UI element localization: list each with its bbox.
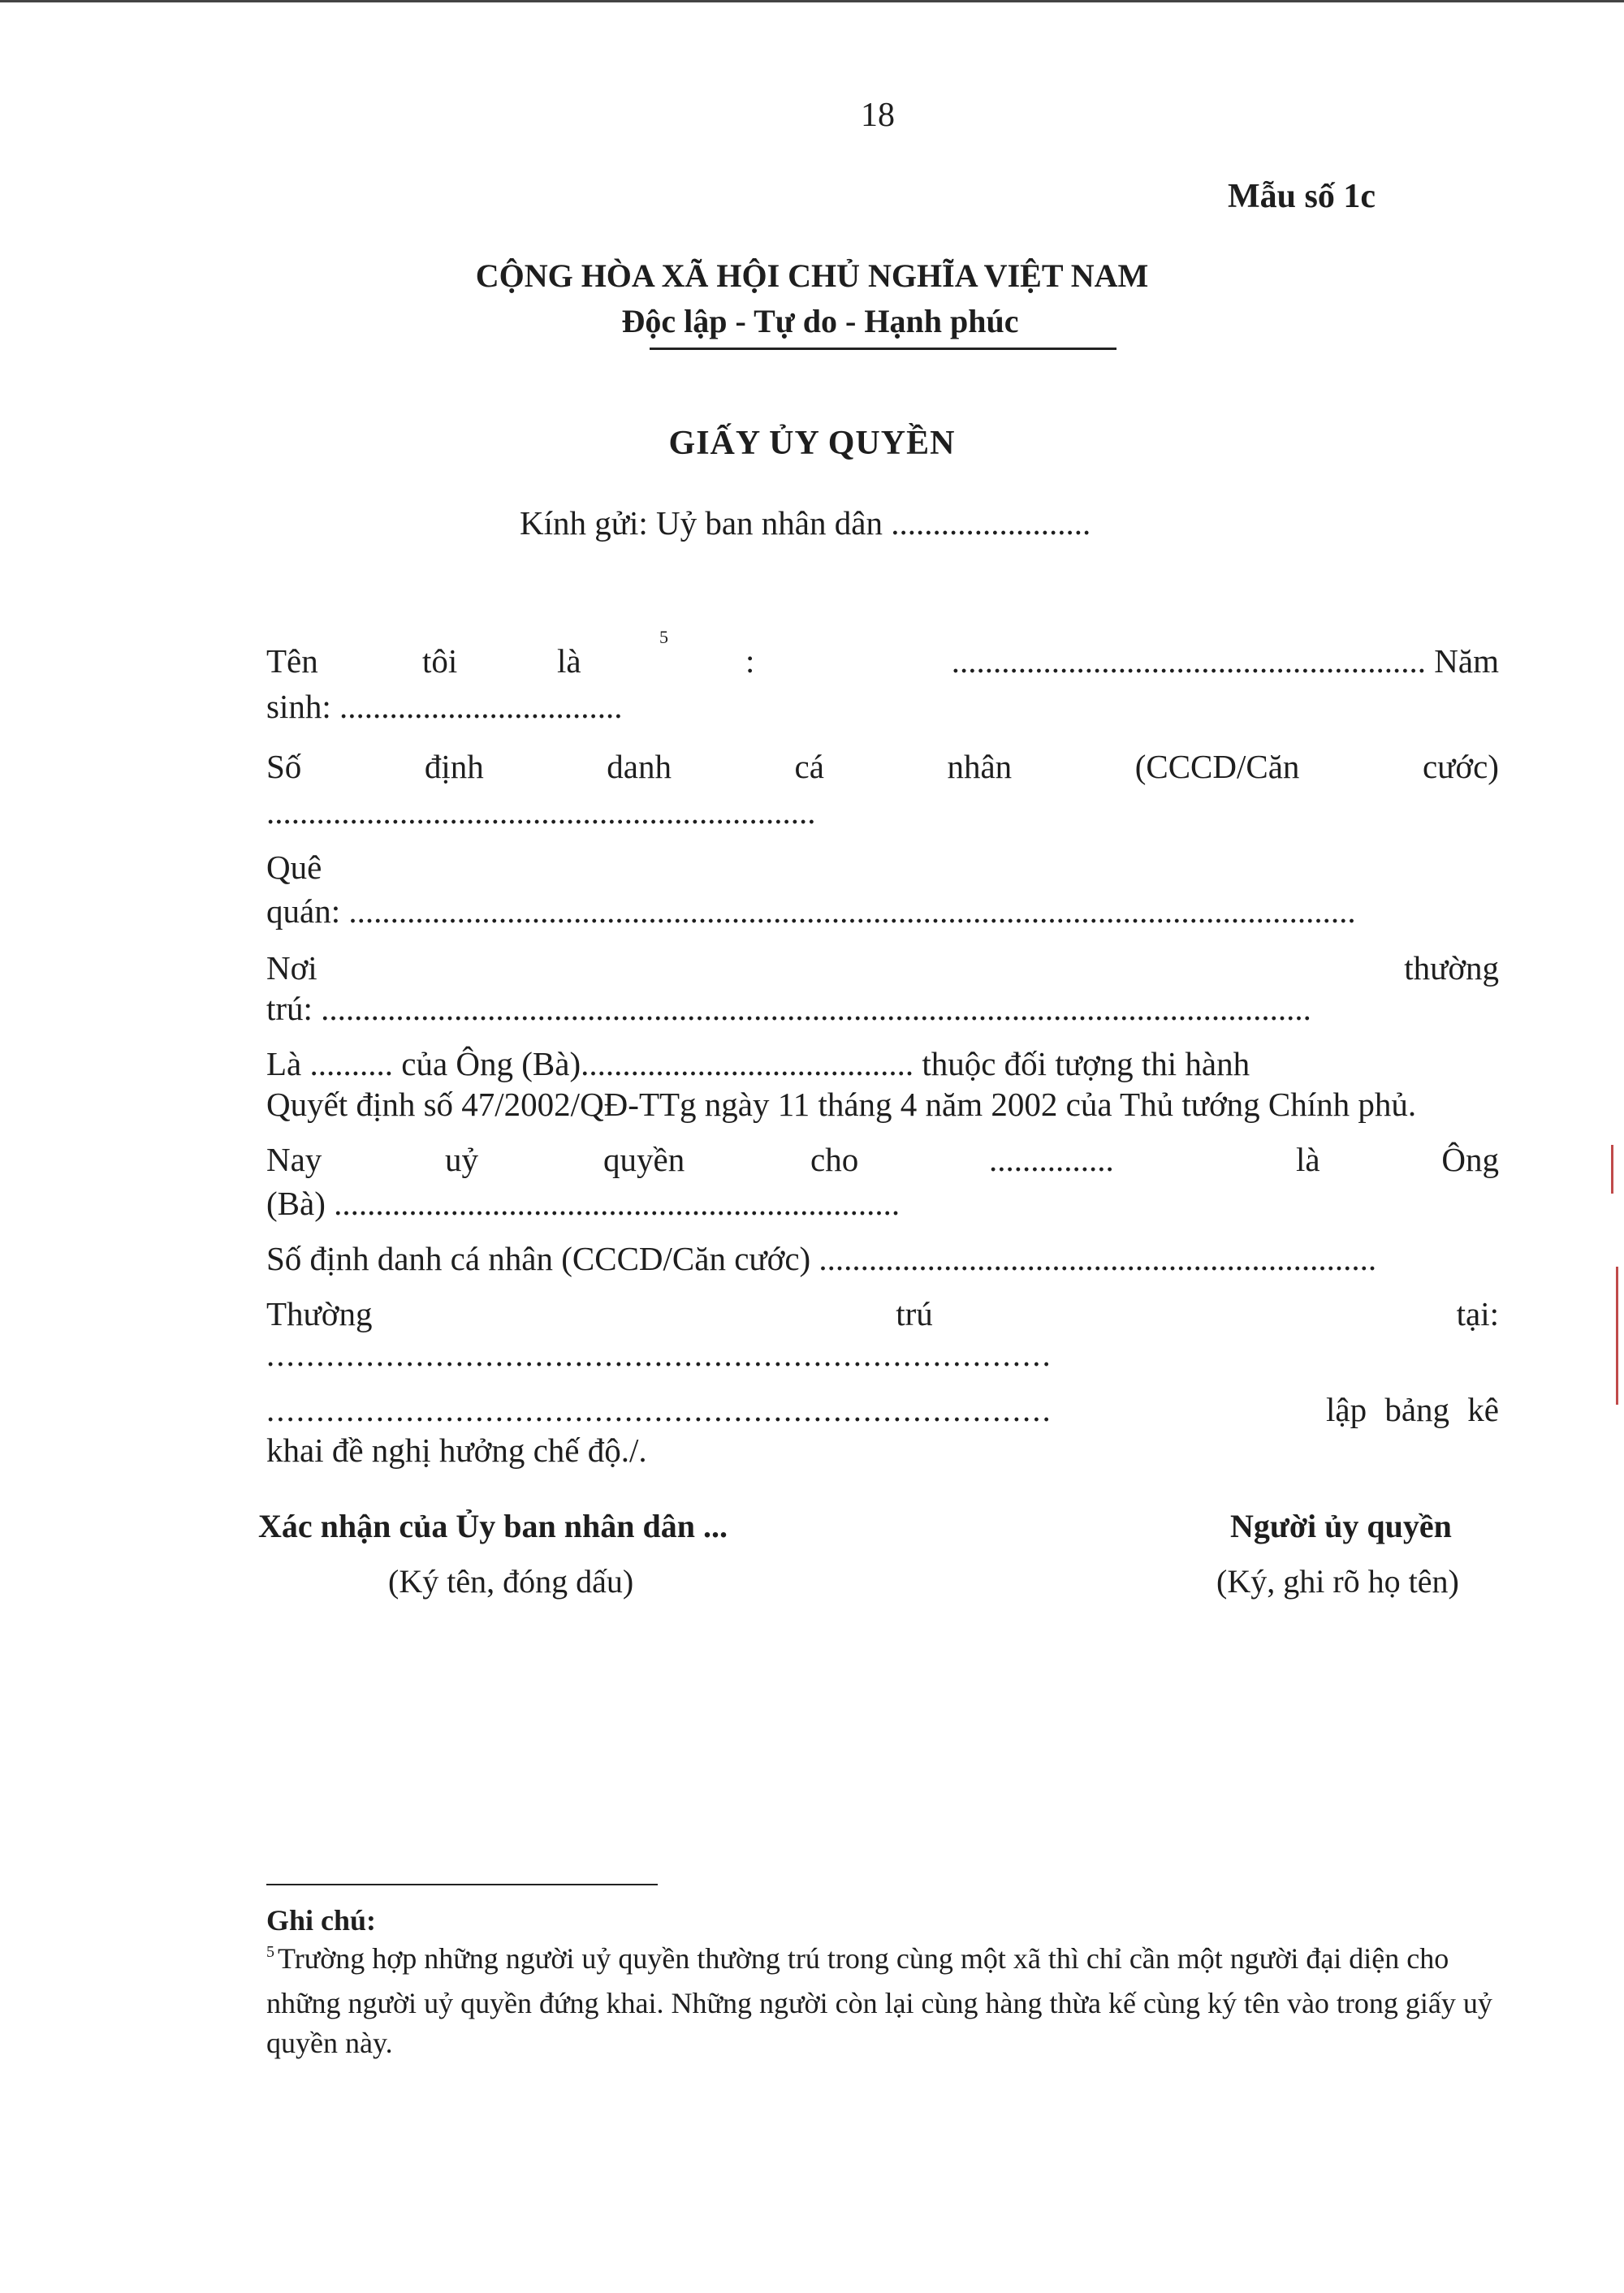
committee-confirmation-title: Xác nhận của Ủy ban nhân dân ...	[258, 1508, 728, 1544]
declare-tail: lập bảng kê	[1326, 1391, 1499, 1428]
footnote-body: Trường hợp những người uỷ quyền thường trú trong cùng một xã thì chỉ cần một người đại diện cho những người uỷ quyền đứng khai. Những người còn lại cùng hàng thừa kế cùng ký tên vào trong giấy uỷ quyền này.	[266, 1942, 1492, 2059]
page-number: 18	[861, 97, 895, 134]
relation-line: Là .......... của Ông (Bà)........................................ thuộc đối tượng thi hành	[266, 1045, 1250, 1082]
id-word: danh	[607, 748, 672, 785]
reside-word: trú	[896, 1295, 933, 1332]
birth-line: sinh: ..................................	[266, 688, 623, 725]
authorize-word: là	[1296, 1141, 1320, 1178]
declare-dots: ...............................................................................	[266, 1391, 1052, 1428]
national-title: CỘNG HÒA XÃ HỘI CHỦ NGHĨA VIỆT NAM	[475, 257, 1149, 294]
residence-word: thường	[1404, 949, 1499, 987]
id2-line: Số định danh cá nhân (CCCD/Căn cước) ...................................................................	[266, 1240, 1377, 1277]
decision-line: Quyết định số 47/2002/QĐ-TTg ngày 11 tháng 4 năm 2002 của Thủ tướng Chính phủ.	[266, 1086, 1417, 1123]
name-dots: ......................................................... Năm	[951, 642, 1499, 680]
top-border-line	[0, 0, 1624, 2]
reside-word: Thường	[266, 1295, 373, 1332]
form-code: Mẫu số 1c	[1228, 178, 1376, 215]
reside-dots: ...............................................................................	[266, 1336, 1052, 1373]
name-word: :	[745, 642, 755, 680]
id-number-line	[266, 747, 1499, 786]
reside-line	[266, 1294, 1499, 1333]
authorize-dots-line: (Bà) ....................................................................	[266, 1185, 901, 1222]
authorize-word: uỷ	[445, 1141, 478, 1178]
national-motto: Độc lập - Tự do - Hạnh phúc	[621, 303, 1019, 339]
footnote-text	[266, 1939, 1501, 2063]
residence-word: Nơi	[266, 949, 317, 987]
motto-underline	[650, 348, 1116, 350]
id-word: cá	[794, 748, 824, 785]
authorize-word: cho	[810, 1141, 859, 1178]
residence-dots: trú: .......................................................................................................................	[266, 990, 1311, 1027]
committee-confirmation-note: (Ký tên, đóng dấu)	[388, 1563, 634, 1600]
authorizer-title: Người ủy quyền	[1230, 1508, 1452, 1544]
authorize-word: quyền	[603, 1141, 685, 1178]
reside-word: tại:	[1456, 1295, 1499, 1332]
id-word: Số	[266, 748, 302, 785]
id-word: định	[424, 748, 484, 785]
hometown-line: quán: .........................................................................................................................	[266, 892, 1356, 930]
declare-line-2: khai đề nghị hưởng chế độ./.	[266, 1432, 647, 1469]
document-title: GIẤY ỦY QUYỀN	[668, 425, 956, 462]
name-word: tôi	[422, 642, 458, 680]
residence-line	[266, 948, 1499, 987]
footnote-number: 5	[266, 1943, 274, 1961]
footnote-divider	[266, 1884, 658, 1885]
id-word: nhân	[947, 748, 1013, 785]
authorize-word: Ông	[1441, 1141, 1499, 1178]
name-word: Tên	[266, 642, 318, 680]
scan-mark	[1616, 1267, 1618, 1405]
authorize-word: Nay	[266, 1141, 322, 1178]
addressee-line: Kính gửi: Uỷ ban nhân dân ........................	[520, 504, 1091, 542]
footnote-reference: 5	[659, 627, 668, 647]
scan-mark	[1611, 1145, 1613, 1194]
name-word: là	[557, 642, 581, 680]
authorizer-note: (Ký, ghi rõ họ tên)	[1216, 1563, 1459, 1600]
authorize-dots: ...............	[989, 1141, 1114, 1178]
id-word: (CCCD/Căn	[1134, 748, 1300, 785]
id-number-dots: ..................................................................	[266, 793, 816, 831]
footnote-label: Ghi chú:	[266, 1904, 377, 1937]
declare-line	[266, 1390, 1499, 1429]
id-word: cước)	[1422, 748, 1499, 785]
hometown-label: Quê	[266, 849, 322, 886]
